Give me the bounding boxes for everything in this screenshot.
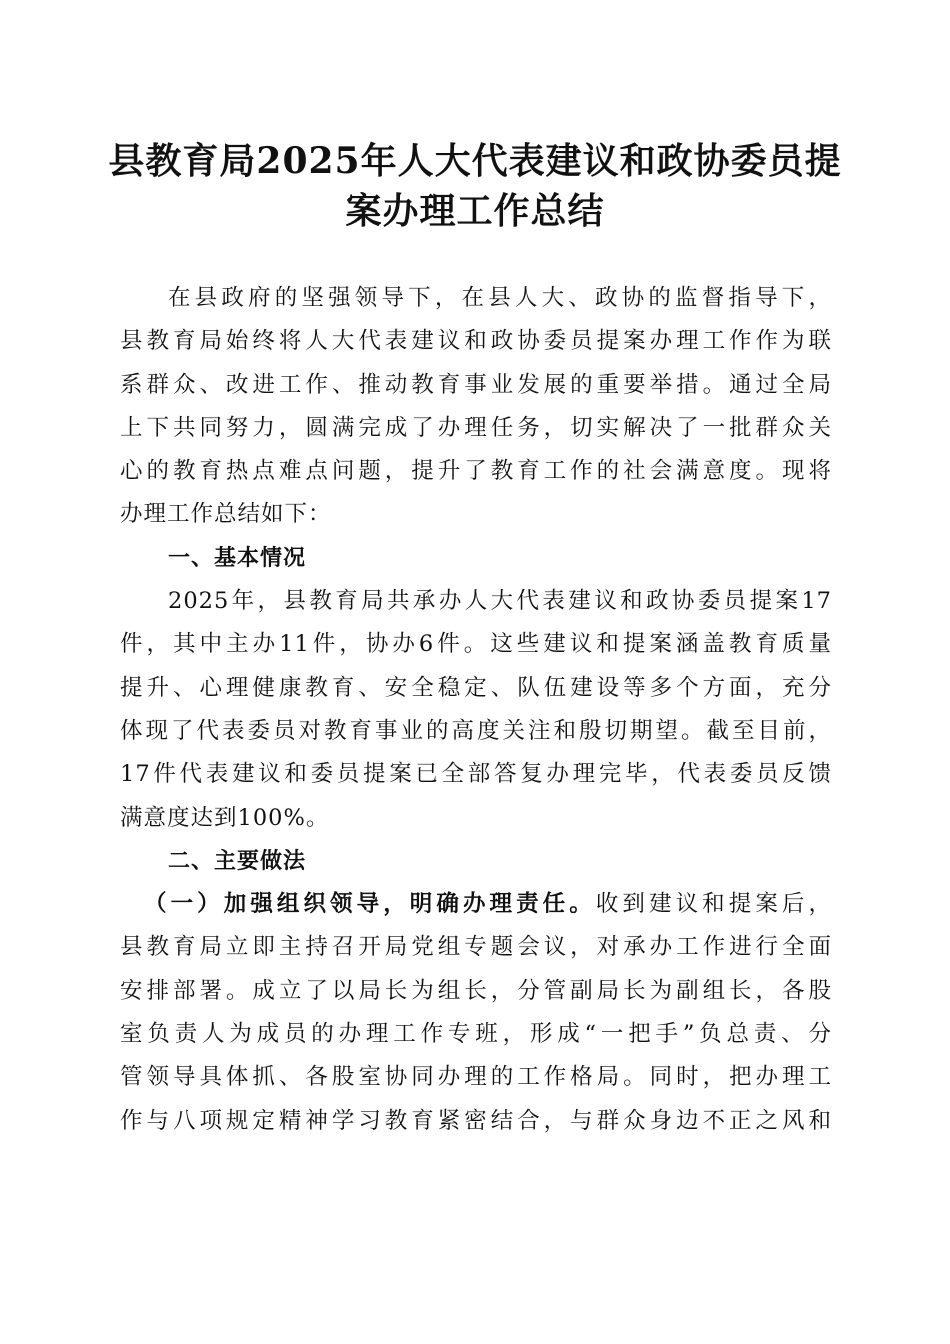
section1-line-2: 件，其中主办11件，协办6件。这些建议和提案涵盖教育质量 bbox=[120, 631, 832, 658]
section2-line-4: 室负责人为成员的办理工作专班，形成“一把手”负总责、分 bbox=[120, 1021, 832, 1048]
section2-line-3: 安排部署。成立了以局长为组长，分管副局长为副组长，各股 bbox=[120, 977, 832, 1004]
section2-sub1-line-1 bbox=[120, 883, 832, 926]
section2-sub1-rest: 收到建议和提案后， bbox=[595, 891, 832, 918]
section2-line-2: 县教育局立即主持召开局党组专题会议，对承办工作进行全面 bbox=[120, 934, 832, 961]
document-title bbox=[100, 136, 850, 236]
intro-line-5: 心的教育热点难点问题，提升了教育工作的社会满意度。现将 bbox=[120, 458, 832, 485]
section1-line-5: 17件代表建议和委员提案已全部答复办理完毕，代表委员反馈 bbox=[120, 761, 832, 788]
section2-line-5: 管领导具体抓、各股室协同办理的工作格局。同时，把办理工 bbox=[120, 1064, 832, 1091]
section1-line-1: 2025年，县教育局共承办人大代表建议和政协委员提案17 bbox=[168, 588, 832, 615]
title-line-1: 县教育局2025年人大代表建议和政协委员提 bbox=[108, 140, 842, 182]
subheading-organization: （一）加强组织领导，明确办理责任。 bbox=[144, 891, 596, 918]
title-line-2: 案办理工作总结 bbox=[345, 190, 605, 232]
intro-line-1: 在县政府的坚强领导下，在县人大、政协的监督指导下， bbox=[168, 285, 832, 311]
intro-line-6: 办理工作总结如下： bbox=[120, 501, 332, 528]
section2-line-6: 作与八项规定精神学习教育紧密结合，与群众身边不正之风和 bbox=[120, 1107, 832, 1134]
intro-line-4: 上下共同努力，圆满完成了办理任务，切实解决了一批群众关 bbox=[120, 414, 832, 441]
document-body bbox=[120, 277, 832, 1143]
section1-line-3: 提升、心理健康教育、安全稳定、队伍建设等多个方面，充分 bbox=[120, 674, 832, 701]
section-heading-basic: 一、基本情况 bbox=[168, 545, 307, 571]
intro-line-2: 县教育局始终将人大代表建议和政协委员提案办理工作作为联 bbox=[120, 328, 832, 355]
section-heading-methods: 二、主要做法 bbox=[168, 848, 307, 874]
intro-line-3: 系群众、改进工作、推动教育事业发展的重要举措。通过全局 bbox=[120, 371, 832, 398]
section1-line-6: 满意度达到100%。 bbox=[120, 804, 330, 831]
section1-line-4: 体现了代表委员对教育事业的高度关注和殷切期望。截至目前， bbox=[120, 717, 832, 744]
